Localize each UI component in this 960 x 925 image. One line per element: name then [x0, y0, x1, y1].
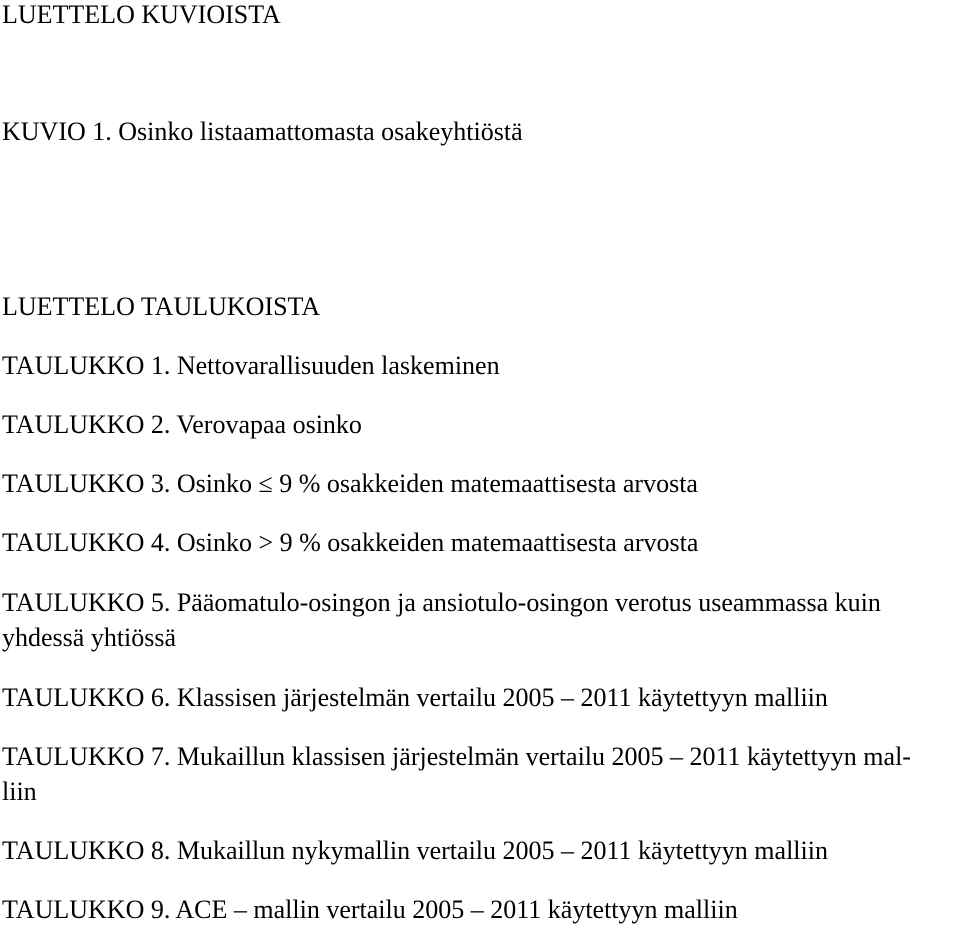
table-entry-5-line-1: TAULUKKO 5. Pääomatulo-osingon ja ansiotulo-osingon verotus useammassa kuin	[2, 588, 881, 617]
figures-list-heading: LUETTELO KUVIOISTA	[2, 0, 281, 29]
table-entry-8: TAULUKKO 8. Mukaillun nykymallin vertailu 2005 – 2011 käytettyyn malliin	[2, 836, 828, 865]
figure-entry-1: KUVIO 1. Osinko listaamattomasta osakeyhtiöstä	[2, 117, 523, 146]
tables-list-heading: LUETTELO TAULUKOISTA	[2, 292, 321, 321]
table-entry-6: TAULUKKO 6. Klassisen järjestelmän vertailu 2005 – 2011 käytettyyn malliin	[2, 683, 828, 712]
table-entry-9: TAULUKKO 9. ACE – mallin vertailu 2005 – 2011 käytettyyn malliin	[2, 895, 738, 924]
table-entry-4: TAULUKKO 4. Osinko > 9 % osakkeiden matemaattisesta arvosta	[2, 528, 699, 557]
table-entry-3: TAULUKKO 3. Osinko ≤ 9 % osakkeiden matemaattisesta arvosta	[2, 469, 698, 498]
table-entry-7-line-1: TAULUKKO 7. Mukaillun klassisen järjestelmän vertailu 2005 – 2011 käytettyyn mal-	[2, 742, 911, 771]
table-entry-2: TAULUKKO 2. Verovapaa osinko	[2, 410, 362, 439]
table-entry-5-line-2: yhdessä yhtiössä	[2, 623, 177, 652]
table-entry-7-line-2: liin	[2, 777, 37, 806]
table-entry-1: TAULUKKO 1. Nettovarallisuuden laskeminen	[2, 351, 500, 380]
